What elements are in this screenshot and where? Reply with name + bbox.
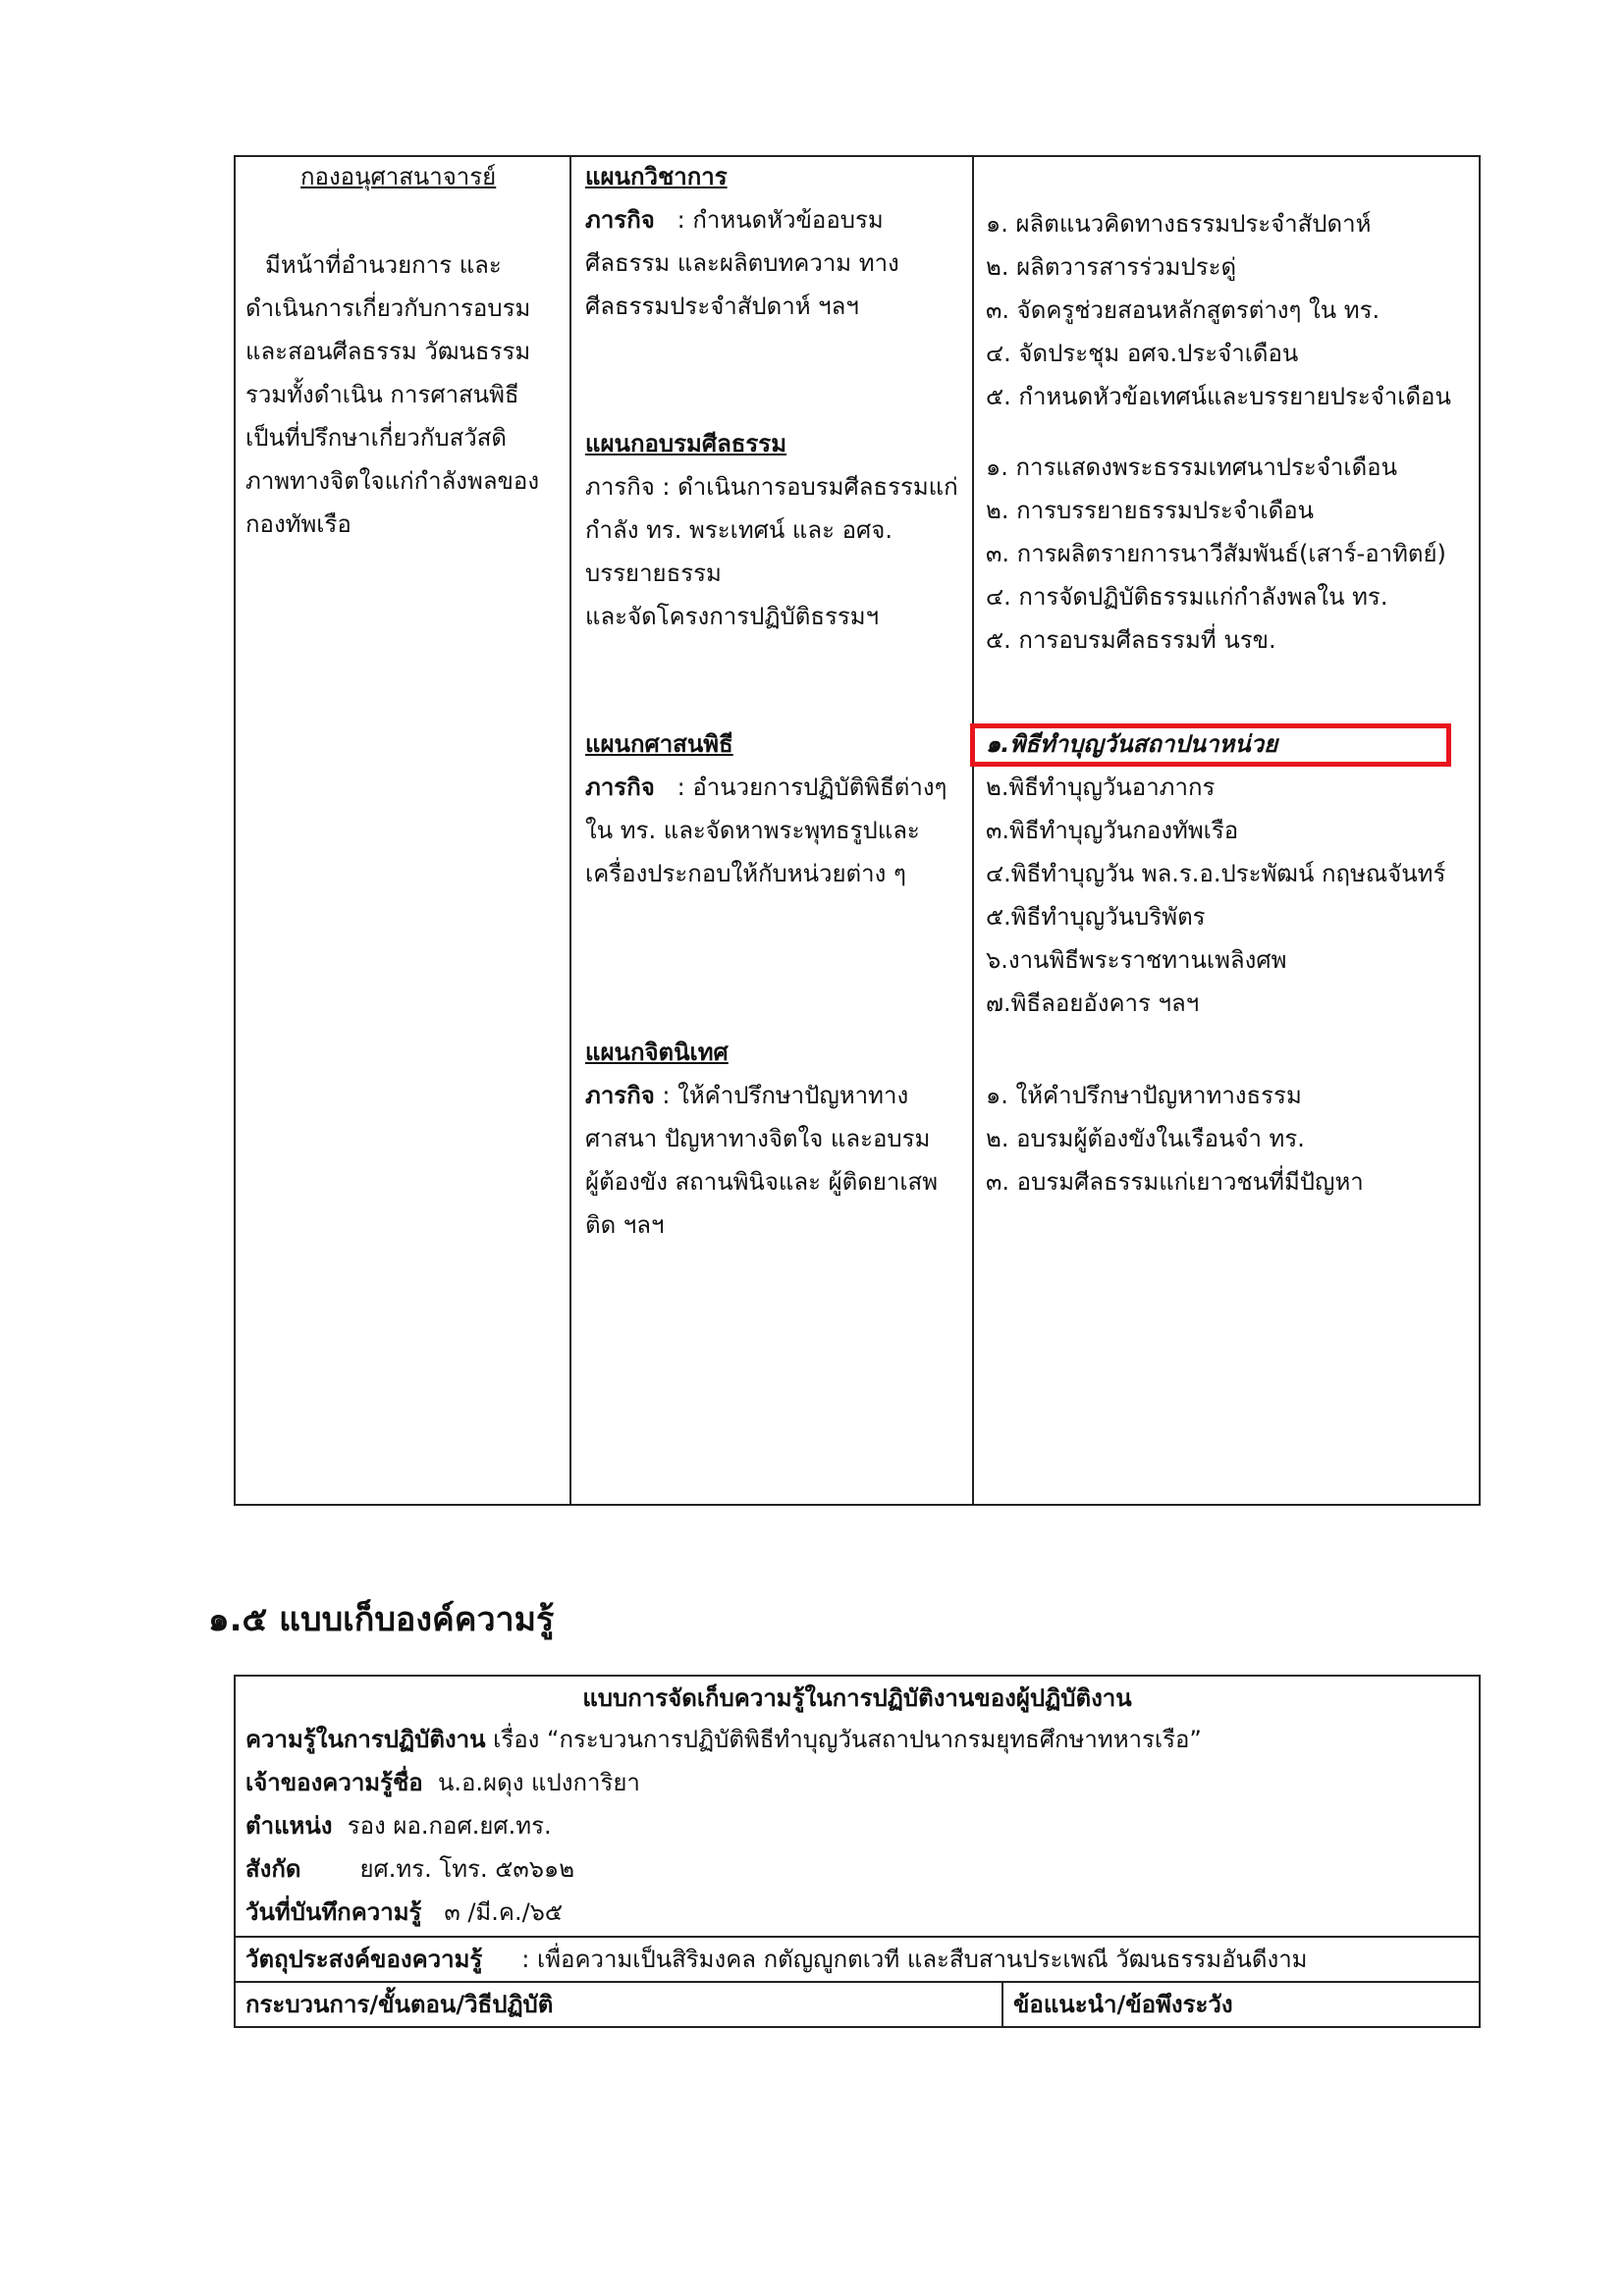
mission-text: ศาสนา ปัญหาทางจิตใจ และอบรม (585, 1125, 931, 1152)
activity-item: ๖.งานพิธีพระราชทานเพลิงศพ (986, 946, 1287, 974)
mission-text: บรรยายธรรม (585, 560, 722, 587)
mission-label: ภารกิจ (585, 1082, 655, 1109)
topic-label: ความรู้ในการปฏิบัติงาน (245, 1726, 486, 1753)
objective-value: : เพื่อความเป็นสิริมงคล กตัญญูกตเวที และสืบสานประเพณี วัฒนธรรมอันดีงาม (521, 1946, 1308, 1973)
activity-item: ๓. อบรมศีลธรรมแก่เยาวชนที่มีปัญหา (986, 1168, 1364, 1196)
activity-item: ๑. การแสดงพระธรรมเทศนาประจำเดือน (986, 454, 1397, 481)
activity-item: ๑. ให้คำปรึกษาปัญหาทางธรรม (986, 1082, 1302, 1109)
knowledge-form (234, 1675, 1481, 2028)
division-title: กองอนุศาสนาจารย์ (300, 163, 497, 190)
activity-item: ๓.พิธีทำบุญวันกองทัพเรือ (986, 817, 1239, 844)
activity-item: ๑. ผลิตแนวคิดทางธรรมประจำสัปดาห์ (986, 210, 1372, 238)
mission-text: ผู้ต้องขัง สถานพินิจและ ผู้ติดยาเสพ (585, 1168, 939, 1196)
objective-label: วัตถุประสงค์ของความรู้ (245, 1946, 483, 1973)
activity-item: ๒. การบรรยายธรรมประจำเดือน (986, 497, 1315, 524)
mission-text: ศีลธรรมประจำสัปดาห์ ฯลฯ (585, 293, 859, 320)
activity-item: ๗.พิธีลอยอังคาร ฯลฯ (986, 989, 1200, 1017)
advice-column-header: ข้อแนะนำ/ข้อพึงระวัง (1013, 1991, 1233, 2018)
mission-text: ติด ฯลฯ (585, 1211, 665, 1239)
form-title: แบบการจัดเก็บความรู้ในการปฏิบัติงานของผู้ปฏิบัติงาน (582, 1684, 1132, 1712)
sections-cell (570, 156, 973, 1505)
date-value: ๓ /มี.ค./๖๕ (444, 1898, 564, 1926)
section-title: แผนกศาสนพิธี (585, 730, 733, 758)
mission-text: : อำนวยการปฏิบัติพิธีต่างๆ (677, 774, 947, 801)
division-desc-line: กองทัพเรือ (245, 510, 352, 538)
position-label: ตำแหน่ง (245, 1812, 333, 1840)
unit-value: ยศ.ทร. โทร. ๕๓๖๑๒ (359, 1855, 575, 1883)
duties-table (234, 155, 1481, 1506)
mission-text: และจัดโครงการปฏิบัติธรรมฯ (585, 603, 880, 630)
column-divider (1001, 1981, 1003, 2028)
activity-item: ๒.พิธีทำบุญวันอาภากร (986, 774, 1216, 801)
activity-item: ๕. การอบรมศีลธรรมที่ นรข. (986, 626, 1276, 654)
division-cell (235, 156, 570, 1505)
date-label: วันที่บันทึกความรู้ (245, 1898, 422, 1926)
activity-item: ๒. อบรมผู้ต้องขังในเรือนจำ ทร. (986, 1125, 1305, 1152)
mission-label: ภารกิจ (585, 774, 655, 801)
section-title: แผนกอบรมศีลธรรม (585, 430, 787, 457)
highlight-box (970, 723, 1451, 767)
division-desc-line: เป็นที่ปรึกษาเกี่ยวกับสวัสดิ (245, 424, 508, 452)
mission-text: : ให้คำปรึกษาปัญหาทาง (662, 1082, 909, 1109)
mission-text: กำลัง ทร. พระเทศน์ และ อศจ. (585, 516, 893, 544)
mission-text: : ดำเนินการอบรมศีลธรรมแก่ (662, 473, 958, 501)
unit-label: สังกัด (245, 1855, 301, 1883)
topic-value: เรื่อง “กระบวนการปฏิบัติพิธีทำบุญวันสถาปนากรมยุทธศึกษาทหารเรือ” (493, 1726, 1202, 1753)
section-title: แผนกจิตนิเทศ (585, 1039, 729, 1066)
division-desc-line: ภาพทางจิตใจแก่กำลังพลของ (245, 467, 540, 495)
mission-text: ใน ทร. และจัดหาพระพุทธรูปและ (585, 817, 920, 844)
activity-item: ๕. กำหนดหัวข้อเทศน์และบรรยายประจำเดือน (986, 383, 1451, 410)
activity-item: ๔. จัดประชุม อศจ.ประจำเดือน (986, 340, 1299, 367)
form-divider (236, 1981, 1479, 1983)
activities-cell (973, 156, 1480, 1505)
mission-label: ภารกิจ (585, 473, 655, 501)
activity-item: ๔. การจัดปฏิบัติธรรมแก่กำลังพลใน ทร. (986, 583, 1388, 611)
division-desc-line: มีหน้าที่อำนวยการ และ (265, 251, 502, 279)
division-desc-line: ดำเนินการเกี่ยวกับการอบรม (245, 294, 531, 322)
activity-item: ๒. ผลิตวารสารร่วมประดู่ (986, 253, 1237, 281)
division-desc-line: รวมทั้งดำเนิน การศาสนพิธี (245, 381, 519, 408)
owner-value: น.อ.ผดุง แปงการิยา (437, 1769, 640, 1796)
position-value: รอง ผอ.กอศ.ยศ.ทร. (347, 1812, 552, 1840)
owner-label: เจ้าของความรู้ชื่อ (245, 1769, 423, 1796)
activity-item: ๓. จัดครูช่วยสอนหลักสูตรต่างๆ ใน ทร. (986, 296, 1380, 324)
activity-item: ๓. การผลิตรายการนาวีสัมพันธ์(เสาร์-อาทิตย์) (986, 540, 1446, 567)
activity-item: ๔.พิธีทำบุญวัน พล.ร.อ.ประพัฒน์ กฤษณจันทร์ (986, 860, 1446, 887)
activity-item: ๕.พิธีทำบุญวันบริพัตร (986, 903, 1206, 931)
section-heading: ๑.๕ แบบเก็บองค์ความรู้ (208, 1600, 555, 1639)
division-desc-line: และสอนศีลธรรม วัฒนธรรม (245, 338, 531, 365)
mission-text: ศีลธรรม และผลิตบทความ ทาง (585, 249, 899, 277)
form-divider (236, 1936, 1479, 1938)
activity-item-highlighted: ๑.พิธีทำบุญวันสถาปนาหน่วย (986, 730, 1278, 758)
process-column-header: กระบวนการ/ขั้นตอน/วิธีปฏิบัติ (245, 1991, 554, 2018)
mission-text: : กำหนดหัวข้ออบรม (677, 206, 884, 234)
section-title: แผนกวิชาการ (585, 163, 728, 190)
mission-text: เครื่องประกอบให้กับหน่วยต่าง ๆ (585, 860, 906, 887)
mission-label: ภารกิจ (585, 206, 655, 234)
